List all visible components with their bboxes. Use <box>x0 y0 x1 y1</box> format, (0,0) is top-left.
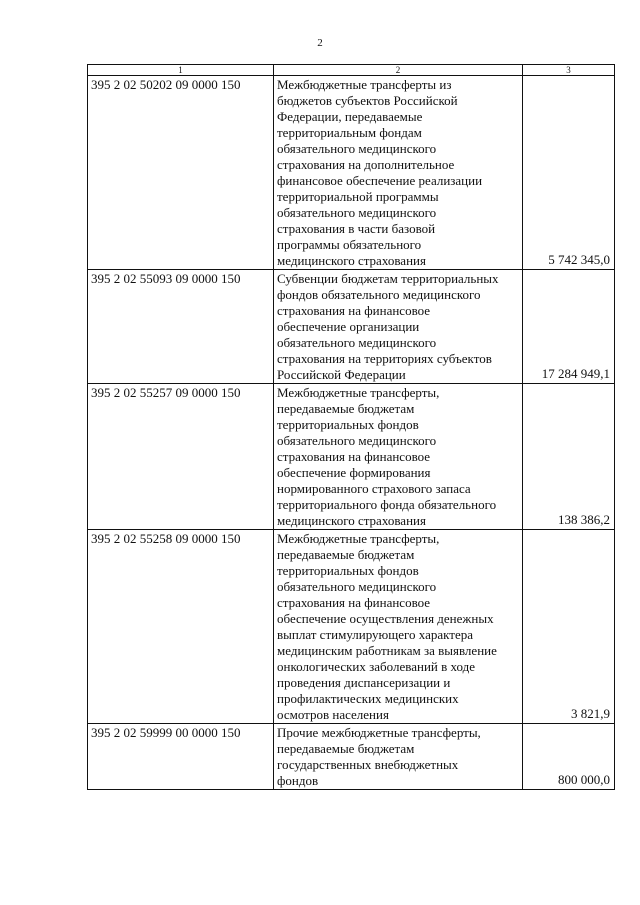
description-line: передаваемые бюджетам <box>277 401 415 416</box>
description-line: обеспечение осуществления денежных <box>277 611 494 626</box>
description-line: бюджетов субъектов Российской <box>277 93 458 108</box>
description-line: фондов обязательного медицинского <box>277 287 481 302</box>
description-line: страхования на финансовое <box>277 449 431 464</box>
description-line: Межбюджетные трансферты из <box>277 77 452 92</box>
description-line: обязательного медицинского <box>277 579 437 594</box>
description-line: Российской Федерации <box>277 367 406 382</box>
table-row <box>88 76 615 270</box>
description-line: обеспечение организации <box>277 319 420 334</box>
description-line: медицинским работникам за выявление <box>277 643 497 658</box>
column-header-description: 2 <box>274 65 523 76</box>
description-line: медицинского страхования <box>277 253 426 268</box>
budget-code-cell: 395 2 02 50202 09 0000 150 <box>88 76 274 270</box>
description-cell <box>274 384 523 530</box>
table-body <box>88 76 615 790</box>
description-cell <box>274 724 523 790</box>
description-line: фондов <box>277 773 319 788</box>
description-line: обязательного медицинского <box>277 335 437 350</box>
description-line: передаваемые бюджетам <box>277 741 415 756</box>
budget-table <box>87 64 615 790</box>
description-line: страхования на финансовое <box>277 595 431 610</box>
description-line: финансовое обеспечение реализации <box>277 173 483 188</box>
description-line: обязательного медицинского <box>277 205 437 220</box>
amount-cell: 800 000,0 <box>523 724 615 790</box>
budget-code-cell: 395 2 02 55093 09 0000 150 <box>88 270 274 384</box>
description-line: Межбюджетные трансферты, <box>277 385 440 400</box>
description-line: программы обязательного <box>277 237 422 252</box>
description-line: территориальным фондам <box>277 125 422 140</box>
description-line: обязательного медицинского <box>277 433 437 448</box>
description-line: территориальных фондов <box>277 563 419 578</box>
description-line: обеспечение формирования <box>277 465 431 480</box>
budget-code-cell: 395 2 02 59999 00 0000 150 <box>88 724 274 790</box>
description-line: страхования на дополнительное <box>277 157 455 172</box>
description-line: осмотров населения <box>277 707 389 722</box>
budget-code-cell: 395 2 02 55257 09 0000 150 <box>88 384 274 530</box>
budget-code-cell: 395 2 02 55258 09 0000 150 <box>88 530 274 724</box>
description-line: нормированного страхового запаса <box>277 481 471 496</box>
amount-cell: 17 284 949,1 <box>523 270 615 384</box>
amount-cell: 5 742 345,0 <box>523 76 615 270</box>
description-line: Федерации, передаваемые <box>277 109 423 124</box>
table-row <box>88 384 615 530</box>
table-row <box>88 530 615 724</box>
page-number: 2 <box>317 37 323 49</box>
description-cell <box>274 76 523 270</box>
description-line: Прочие межбюджетные трансферты, <box>277 725 481 740</box>
description-line: выплат стимулирующего характера <box>277 627 474 642</box>
description-line: проведения диспансеризации и <box>277 675 451 690</box>
description-line: государственных внебюджетных <box>277 757 459 772</box>
description-line: страхования на финансовое <box>277 303 431 318</box>
description-line: онкологических заболеваний в ходе <box>277 659 476 674</box>
description-cell <box>274 530 523 724</box>
column-header-code: 1 <box>88 65 274 76</box>
table-header <box>88 65 615 76</box>
table-row <box>88 270 615 384</box>
description-line: Субвенции бюджетам территориальных <box>277 271 499 286</box>
description-line: Межбюджетные трансферты, <box>277 531 440 546</box>
table-row <box>88 724 615 790</box>
amount-cell: 138 386,2 <box>523 384 615 530</box>
description-line: страхования на территориях субъектов <box>277 351 492 366</box>
description-line: профилактических медицинских <box>277 691 459 706</box>
description-line: территориальной программы <box>277 189 439 204</box>
description-cell <box>274 270 523 384</box>
description-line: территориальных фондов <box>277 417 419 432</box>
description-line: медицинского страхования <box>277 513 426 528</box>
description-line: территориального фонда обязательного <box>277 497 497 512</box>
description-line: передаваемые бюджетам <box>277 547 415 562</box>
amount-cell: 3 821,9 <box>523 530 615 724</box>
description-line: обязательного медицинского <box>277 141 437 156</box>
header-row <box>88 65 615 76</box>
column-header-amount: 3 <box>523 65 615 76</box>
description-line: страхования в части базовой <box>277 221 436 236</box>
